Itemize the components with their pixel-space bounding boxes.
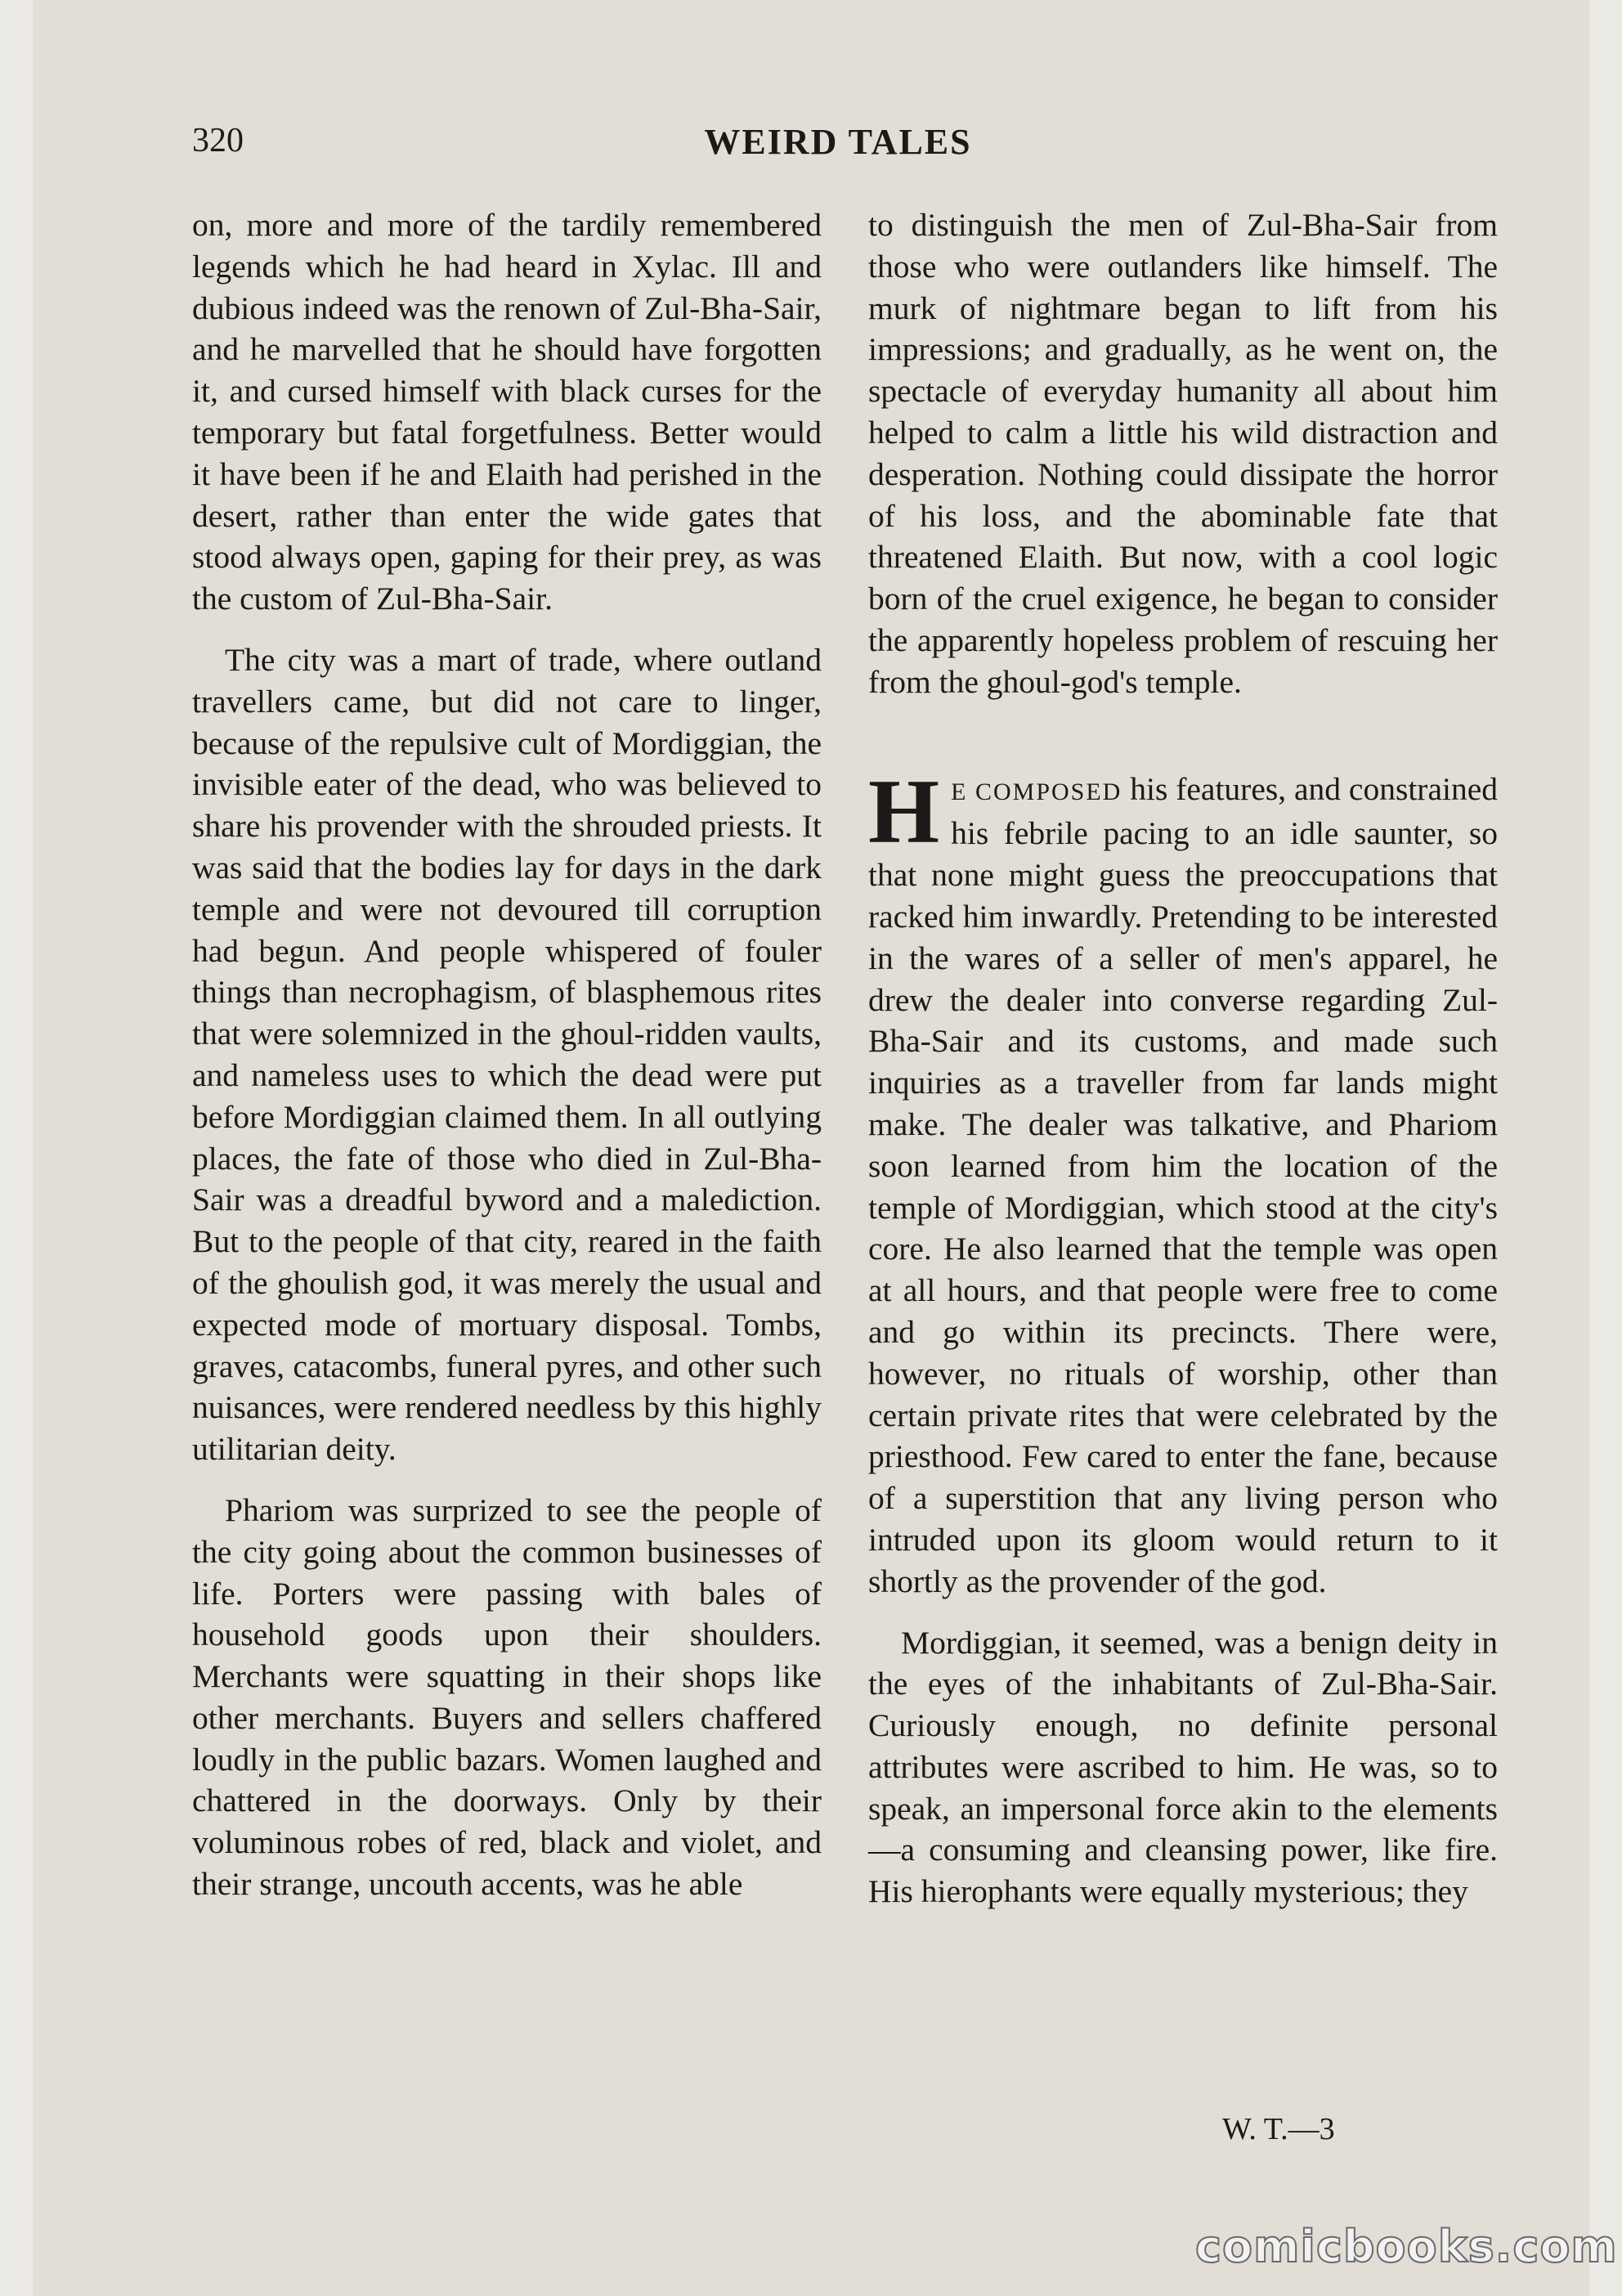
paragraph: on, more and more of the tardily remembered legends which he had heard in Xylac. Ill and dubious indeed was the renown of Zul-Bha-Sair, and he marvelled that he should have forgotten it, and cursed himself with black curses for the temporary but fatal forgetfulness. Better would it have been if he and Elaith had perished in the desert, rather than enter the wide gates that stood always open, gaping for their prey, as was the custom of Zul-Bha-Sair. [192,207,822,617]
paragraph: Phariom was surprized to see the people of the city going about the common businesses of life. Porters were passing with bales of household goods upon their shoulders. Merchants were squatting in their shops like other merchants. Buyers and sellers chaffered loudly in the public bazars. Women laughed and chattered in the doorways. Only by their voluminous robes of red, black and violet, and their strange, uncouth accents, was he able [192,1491,822,1903]
drop-cap: H [868,760,940,863]
section-opening-paragraph [868,760,1498,1603]
right-column [868,204,1498,1913]
page-number: 320 [192,122,244,159]
magazine-page [33,0,1589,2296]
paragraph: to distinguish the men of Zul-Bha-Sair from those who were outlanders like himself. The murk of nightmare began to lift from his impressions; and gradually, as he went on, the spectacle of everyday humanity all about him helped to calm a little his wild distraction and desperation. Nothing could dissipate the horror of his loss, and the abominable fate that threatened Elaith. But now, with a cool logic born of the cruel exigence, he began to consider the apparently hopeless problem of rescuing her from the ghoul-god's temple. [868,207,1498,700]
page-header [192,121,1484,170]
signature-mark: W. T.—3 [1222,2112,1335,2146]
watermark: comicbooks.com [1195,2221,1618,2272]
paragraph: Mordiggian, it seemed, was a benign deity in the eyes of the inhabitants of Zul-Bha-Sair. Curiously enough, no definite personal attributes were ascribed to him. He was, so to speak, an impersonal force akin to the elements—a consuming and cleansing power, like fire. His hierophants were equally mysterious; they [868,1624,1498,1910]
left-column [192,204,822,1905]
paragraph: The city was a mart of trade, where outland travellers came, but did not care to linger, because of the repulsive cult of Mordiggian, the invisible eater of the dead, who was believed to share his provender with the shrouded priests. It was said that the bodies lay for days in the dark temple and were not devoured till corruption had begun. And people whispered of fouler things than necrophagism, of blasphemous rites that were solemnized in the ghoul-ridden vaults, and nameless uses to which the dead were put before Mordiggian claimed them. In all outlying places, the fate of those who died in Zul-Bha-Sair was a dreadful byword and a malediction. But to the people of that city, reared in the faith of the ghoulish god, it was merely the usual and expected mode of mortuary disposal. Tombs, graves, catacombs, funeral pyres, and other such nuisances, were rendered needless by this highly utilitarian deity. [192,641,822,1468]
paragraph-text: his features, and constrained his febrile pacing to an idle saunter, so that none might guess the preoccupations that racked him inwardly. Pretending to be interested in the wares of a seller of men's apparel, he drew the dealer into converse regarding Zul-Bha-Sair and its customs, and made such inquiries as a traveller from far lands might make. The dealer was talkative, and Phariom soon learned from him the location of the temple of Mordiggian, which stood at the city's core. He also learned that the temple was open at all hours, and that people were free to come and go within its precincts. There were, however, no rituals of worship, other than certain private rites that were celebrated by the priesthood. Few cared to enter the fane, because of a superstition that any living person who intruded upon its gloom would return to it shortly as the provender of the god. [868,770,1498,1599]
running-title: WEIRD TALES [704,122,972,162]
small-caps-lead: E COMPOSED [951,778,1122,805]
